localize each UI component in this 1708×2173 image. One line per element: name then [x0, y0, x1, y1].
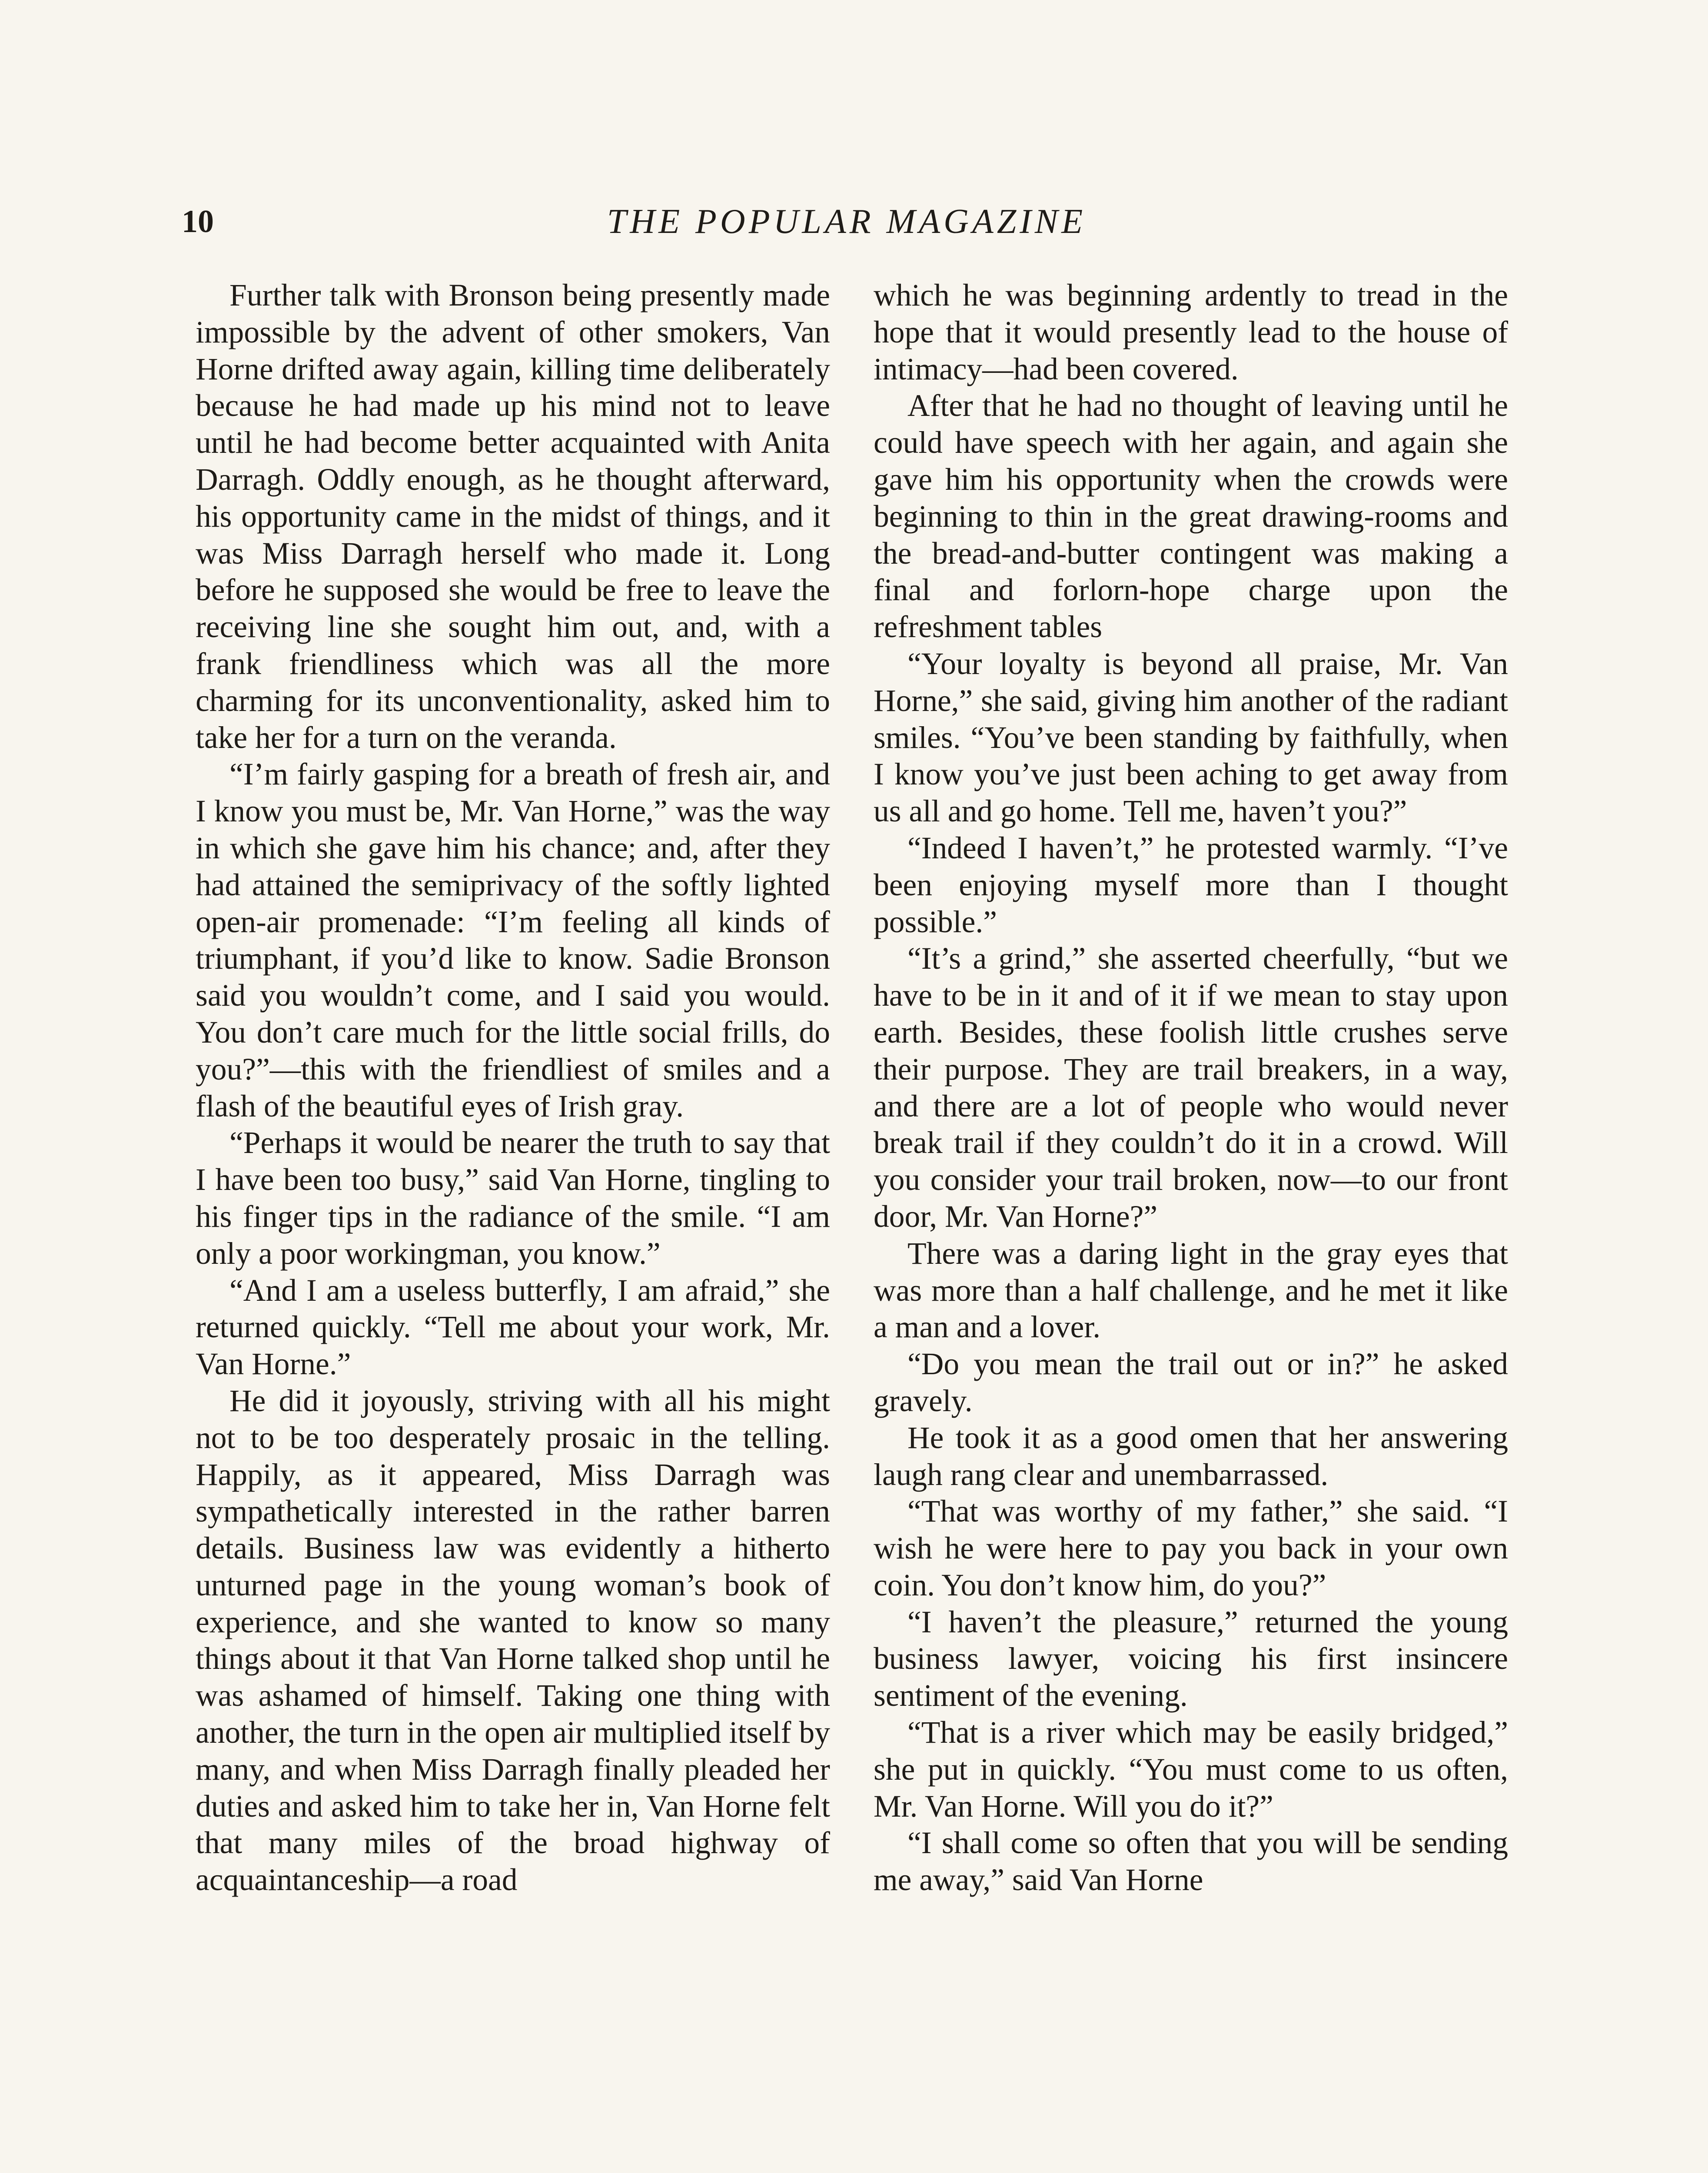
page-header — [182, 198, 1512, 246]
paragraph: “It’s a grind,” she asserted cheerfully, “but we have to be in it and of it if we mean to stay upon earth. Besides, these foolish little crushes serve their purpose. They are trail breakers, in a way, and there are a lot of people who would never break trail if they couldn’t do it in a crowd. Will you consider your trail broken, now—to our front door, Mr. Van Horne?” — [874, 941, 1508, 1234]
paragraph: “That was worthy of my father,” she said. “I wish he were here to pay you back in your own coin. You don’t know him, do you?” — [874, 1494, 1508, 1602]
paragraph: After that he had no thought of leaving until he could have speech with her again, and again she gave him his opportunity when the crowds were beginning to thin in the great drawing-rooms and the bread-and-butter contingent was making a final and forlorn-hope charge upon the refreshment tables — [874, 389, 1508, 645]
right-column — [874, 277, 1508, 1899]
paragraph: “That is a river which may be easily bridged,” she put in quickly. “You must come to us often, Mr. Van Horne. Will you do it?” — [874, 1715, 1508, 1824]
page-number: 10 — [182, 204, 214, 239]
paragraph: “Perhaps it would be nearer the truth to say that I have been too busy,” said Van Horne, tingling to his finger tips in the radiance of the smile. “I am only a poor workingman, you know.” — [196, 1126, 830, 1271]
paragraph: “I’m fairly gasping for a breath of fresh air, and I know you must be, Mr. Van Horne,” was the way in which she gave him his chance; and, after they had attained the semiprivacy of the softly lighted open-air promenade: “I’m feeling all kinds of triumphant, if you’d like to know. Sadie Bronson said you wouldn’t come, and I said you would. You don’t care much for the little social frills, do you?”—this with the friendliest of smiles and a flash of the beautiful eyes of Irish gray. — [196, 757, 830, 1123]
paragraph: He did it joyously, striving with all his might not to be too desperately prosaic in the telling. Happily, as it appeared, Miss Darragh was sympathetically interested in the rather barren details. Business law was evidently a hitherto unturned page in the young woman’s book of experience, and she wanted to know so many things about it that Van Horne talked shop until he was ashamed of himself. Taking one thing with another, the turn in the open air multiplied itself by many, and when Miss Darragh finally pleaded her duties and asked him to take her in, Van Horne felt that many miles of the broad highway of acquaintanceship—a road — [196, 1383, 830, 1897]
left-column — [196, 277, 830, 1899]
paragraph: “Do you mean the trail out or in?” he asked gravely. — [874, 1347, 1508, 1418]
paragraph: He took it as a good omen that her answering laugh rang clear and unembarrassed. — [874, 1420, 1508, 1492]
paragraph: “Indeed I haven’t,” he protested warmly. “I’ve been enjoying myself more than I thought possible.” — [874, 831, 1508, 939]
paragraph: Further talk with Bronson being presently made impossible by the advent of other smokers, Van Horne drifted away again, killing time deliberately because he had made up his mind not to leave until he had become better acquainted with Anita Darragh. Oddly enough, as he thought afterward, his opportunity came in the midst of things, and it was Miss Darragh herself who made it. Long before he supposed she would be free to leave the receiving line she sought him out, and, with a frank friendliness which was all the more charming for its unconventionality, asked him to take her for a turn on the veranda. — [196, 278, 830, 755]
paragraph: “I haven’t the pleasure,” returned the young business lawyer, voicing his first insincere sentiment of the evening. — [874, 1605, 1508, 1713]
paragraph: There was a daring light in the gray eyes that was more than a half challenge, and he met it like a man and a lover. — [874, 1236, 1508, 1345]
paragraph: “And I am a useless butterfly, I am afraid,” she returned quickly. “Tell me about your work, Mr. Van Horne.” — [196, 1273, 830, 1382]
running-title: THE POPULAR MAGAZINE — [607, 203, 1087, 241]
paragraph: “Your loyalty is beyond all praise, Mr. Van Horne,” she said, giving him another of the radiant smiles. “You’ve been standing by faithfully, when I know you’ve just been aching to get away from us all and go home. Tell me, haven’t you?” — [874, 646, 1508, 829]
paragraph: “I shall come so often that you will be sending me away,” said Van Horne — [874, 1826, 1508, 1897]
paragraph-continued: which he was beginning ardently to tread in the hope that it would presently lead to the house of intimacy—had been covered. — [874, 278, 1508, 386]
